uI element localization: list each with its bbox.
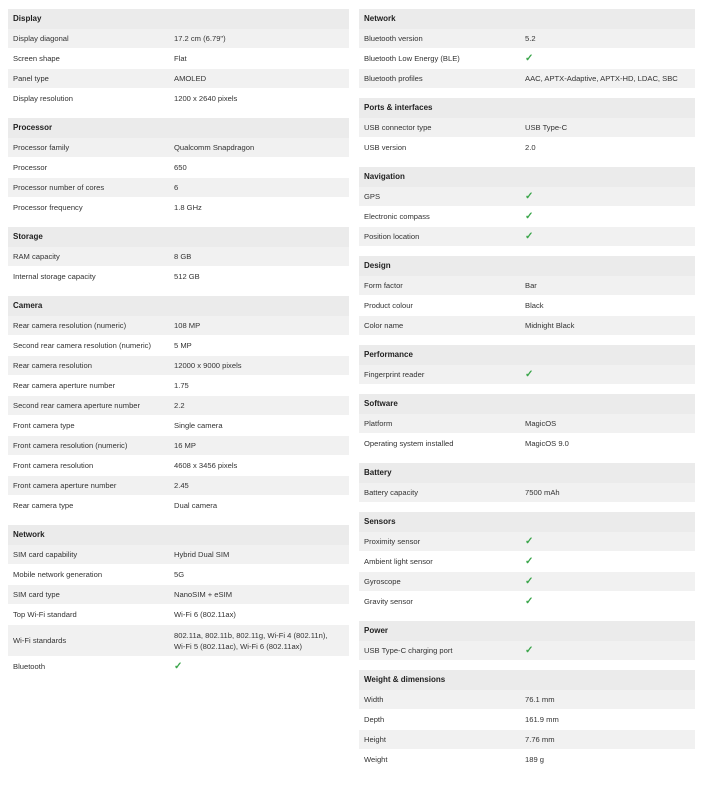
spec-value: Bar <box>525 281 537 290</box>
spec-row-second-rear-camera-aperture-number <box>8 396 349 416</box>
spec-label[interactable] <box>359 281 525 290</box>
spec-label-text[interactable]: Fingerprint reader <box>364 370 425 379</box>
spec-label[interactable] <box>8 550 174 559</box>
spec-value: 1.75 <box>174 381 189 390</box>
spec-label-text[interactable]: Bluetooth version <box>364 34 423 43</box>
check-icon: ✓ <box>525 556 534 567</box>
spec-value: 650 <box>174 163 187 172</box>
spec-row-rear-camera-aperture-number <box>8 376 349 396</box>
check-icon: ✓ <box>525 53 534 64</box>
spec-section-battery <box>359 463 695 503</box>
spec-label[interactable] <box>8 421 174 430</box>
spec-label-text[interactable]: Rear camera resolution (numeric) <box>13 321 127 330</box>
section-title: Weight & dimensions <box>359 670 695 690</box>
spec-label-text[interactable]: Depth <box>364 715 385 724</box>
spec-label-text[interactable]: Processor frequency <box>13 203 83 212</box>
section-title: Performance <box>359 345 695 365</box>
spec-section-performance <box>359 345 695 385</box>
spec-value: 16 MP <box>174 441 196 450</box>
spec-label-text[interactable]: Width <box>364 695 384 704</box>
spec-label-text[interactable]: Battery capacity <box>364 488 419 497</box>
spec-value: 4608 x 3456 pixels <box>174 461 238 470</box>
spec-label <box>359 597 525 606</box>
spec-section-ports-interfaces <box>359 98 695 158</box>
spec-value: 1.8 GHz <box>174 203 202 212</box>
check-icon: ✓ <box>174 661 183 672</box>
spec-row-weight <box>359 750 695 770</box>
spec-label[interactable] <box>359 370 525 379</box>
spec-label-text[interactable]: Processor number of cores <box>13 183 105 192</box>
spec-row-wi-fi-standards <box>8 625 349 657</box>
spec-value: Black <box>525 301 544 310</box>
spec-row-usb-connector-type <box>359 118 695 138</box>
spec-label-text: USB Type-C charging port <box>364 646 453 655</box>
spec-value: Hybrid Dual SIM <box>174 550 230 559</box>
spec-label <box>359 74 525 83</box>
spec-label <box>359 557 525 566</box>
spec-section-camera <box>8 296 349 516</box>
spec-label <box>8 381 174 390</box>
spec-label-text: Front camera resolution <box>13 461 94 470</box>
spec-label-text[interactable]: USB connector type <box>364 123 432 132</box>
spec-row-rear-camera-resolution <box>8 356 349 376</box>
spec-row-mobile-network-generation <box>8 565 349 585</box>
spec-label-text: Panel type <box>13 74 49 83</box>
spec-label-text[interactable]: SIM card capability <box>13 550 78 559</box>
spec-value: 802.11a, 802.11b, 802.11g, Wi-Fi 4 (802.11n), Wi-Fi 5 (802.11ac), Wi-Fi 6 (802.11ax) <box>174 630 328 651</box>
spec-row-ram-capacity <box>8 247 349 267</box>
spec-label <box>8 54 174 63</box>
spec-value: 12000 x 9000 pixels <box>174 361 242 370</box>
spec-row-bluetooth <box>8 657 349 677</box>
spec-row-electronic-compass <box>359 207 695 227</box>
section-title: Power <box>359 621 695 641</box>
spec-row-sim-card-capability <box>8 545 349 565</box>
spec-label[interactable] <box>359 143 525 152</box>
spec-label[interactable] <box>8 94 174 103</box>
spec-label-text[interactable]: Weight <box>364 755 388 764</box>
spec-label-text[interactable]: USB version <box>364 143 407 152</box>
spec-value: MagicOS <box>525 419 557 428</box>
section-title: Design <box>359 256 695 276</box>
section-title: Display <box>8 9 349 29</box>
spec-label[interactable] <box>8 610 174 619</box>
spec-label[interactable] <box>359 123 525 132</box>
spec-row-gyroscope <box>359 572 695 592</box>
check-icon: ✓ <box>525 645 534 656</box>
spec-section-network <box>8 525 349 677</box>
spec-row-rear-camera-type <box>8 496 349 516</box>
spec-label-text: Second rear camera resolution (numeric) <box>13 341 152 350</box>
spec-label-text[interactable]: Rear camera type <box>13 501 74 510</box>
spec-row-top-wi-fi-standard <box>8 605 349 625</box>
spec-row-position-location <box>359 227 695 247</box>
spec-row-display-resolution <box>8 89 349 109</box>
spec-value: 7500 mAh <box>525 488 560 497</box>
section-title: Ports & interfaces <box>359 98 695 118</box>
spec-value: AMOLED <box>174 74 207 83</box>
spec-label[interactable] <box>359 755 525 764</box>
spec-label-text: Gravity sensor <box>364 597 413 606</box>
section-title: Network <box>8 525 349 545</box>
spec-section-weight-dimensions <box>359 670 695 770</box>
spec-label <box>359 54 525 63</box>
spec-row-height <box>359 730 695 750</box>
spec-row-operating-system-installed <box>359 434 695 454</box>
spec-row-front-camera-aperture-number <box>8 476 349 496</box>
spec-label <box>359 577 525 586</box>
check-icon: ✓ <box>525 191 534 202</box>
spec-label-text: Bluetooth profiles <box>364 74 423 83</box>
spec-value: 2.2 <box>174 401 185 410</box>
spec-value: 6 <box>174 183 179 192</box>
spec-label[interactable] <box>8 501 174 510</box>
spec-label-text[interactable]: Display diagonal <box>13 34 69 43</box>
spec-label[interactable] <box>8 321 174 330</box>
spec-label-text[interactable]: Wi-Fi standards <box>13 636 67 645</box>
spec-row-sim-card-type <box>8 585 349 605</box>
spec-label[interactable] <box>8 662 174 671</box>
spec-row-usb-version <box>359 138 695 158</box>
section-title: Software <box>359 394 695 414</box>
spec-label[interactable] <box>359 192 525 201</box>
section-title: Sensors <box>359 512 695 532</box>
spec-value: 189 g <box>525 755 545 764</box>
spec-label <box>8 341 174 350</box>
spec-row-rear-camera-resolution-numeric <box>8 316 349 336</box>
spec-row-display-diagonal <box>8 29 349 49</box>
spec-section-power <box>359 621 695 661</box>
spec-label-text[interactable]: GPS <box>364 192 381 201</box>
spec-label-text[interactable]: Electronic compass <box>364 212 430 221</box>
spec-row-second-rear-camera-resolution-numeric <box>8 336 349 356</box>
spec-value: 8 GB <box>174 252 192 261</box>
spec-value: MagicOS 9.0 <box>525 439 569 448</box>
spec-section-navigation <box>359 167 695 247</box>
spec-label-text[interactable]: Processor family <box>13 143 70 152</box>
spec-label <box>8 252 174 261</box>
spec-label-text: Gyroscope <box>364 577 401 586</box>
spec-label-text[interactable]: Top Wi-Fi standard <box>13 610 77 619</box>
spec-label[interactable] <box>359 301 525 310</box>
check-icon: ✓ <box>525 576 534 587</box>
spec-value: 5.2 <box>525 34 536 43</box>
check-icon: ✓ <box>525 369 534 380</box>
spec-value: Single camera <box>174 421 223 430</box>
spec-label[interactable] <box>359 232 525 241</box>
specs-column-left <box>8 9 349 686</box>
spec-value: 17.2 cm (6.79") <box>174 34 226 43</box>
spec-label <box>359 537 525 546</box>
spec-label[interactable] <box>359 439 525 448</box>
spec-label <box>8 590 174 599</box>
spec-row-gps <box>359 187 695 207</box>
spec-label[interactable] <box>8 183 174 192</box>
spec-label[interactable] <box>359 212 525 221</box>
spec-label[interactable] <box>359 419 525 428</box>
spec-section-network <box>359 9 695 89</box>
spec-value: 5 MP <box>174 341 192 350</box>
spec-value: 512 GB <box>174 272 200 281</box>
spec-label <box>8 401 174 410</box>
spec-row-form-factor <box>359 276 695 296</box>
spec-label-text: Second rear camera aperture number <box>13 401 141 410</box>
spec-section-display <box>8 9 349 109</box>
spec-section-software <box>359 394 695 454</box>
spec-row-fingerprint-reader <box>359 365 695 385</box>
spec-value: 2.0 <box>525 143 536 152</box>
spec-value: 76.1 mm <box>525 695 555 704</box>
spec-value: Midnight Black <box>525 321 575 330</box>
spec-value: 108 MP <box>174 321 201 330</box>
check-icon: ✓ <box>525 231 534 242</box>
spec-label <box>8 441 174 450</box>
spec-label-text[interactable]: Form factor <box>364 281 403 290</box>
spec-section-design <box>359 256 695 336</box>
spec-value: 2.45 <box>174 481 189 490</box>
spec-label-text: Ambient light sensor <box>364 557 433 566</box>
spec-label <box>8 361 174 370</box>
spec-label <box>8 481 174 490</box>
check-icon: ✓ <box>525 536 534 547</box>
spec-value: NanoSIM + eSIM <box>174 590 233 599</box>
spec-label-text[interactable]: Operating system installed <box>364 439 454 448</box>
spec-label-text: Rear camera aperture number <box>13 381 116 390</box>
check-icon: ✓ <box>525 596 534 607</box>
spec-row-color-name <box>359 316 695 336</box>
spec-label-text[interactable]: Display resolution <box>13 94 73 103</box>
spec-row-processor-frequency <box>8 198 349 218</box>
spec-label[interactable] <box>8 163 174 172</box>
spec-label <box>8 74 174 83</box>
spec-label-text[interactable]: Platform <box>364 419 393 428</box>
spec-row-platform <box>359 414 695 434</box>
spec-label-text: Front camera resolution (numeric) <box>13 441 128 450</box>
spec-label <box>8 461 174 470</box>
spec-row-processor <box>8 158 349 178</box>
spec-label[interactable] <box>8 636 174 645</box>
spec-value: 7.76 mm <box>525 735 555 744</box>
section-title: Navigation <box>359 167 695 187</box>
spec-row-internal-storage-capacity <box>8 267 349 287</box>
spec-section-storage <box>8 227 349 287</box>
spec-label-text[interactable]: Height <box>364 735 386 744</box>
spec-value: AAC, APTX-Adaptive, APTX-HD, LDAC, SBC <box>525 74 678 83</box>
spec-value: 161.9 mm <box>525 715 559 724</box>
spec-row-bluetooth-version <box>359 29 695 49</box>
spec-label[interactable] <box>359 488 525 497</box>
section-title: Network <box>359 9 695 29</box>
spec-label-text: Mobile network generation <box>13 570 103 579</box>
spec-label-text: Screen shape <box>13 54 60 63</box>
spec-label[interactable] <box>8 34 174 43</box>
spec-label-text[interactable]: Processor <box>13 163 48 172</box>
spec-label-text: Proximity sensor <box>364 537 421 546</box>
spec-row-depth <box>359 710 695 730</box>
spec-label[interactable] <box>359 735 525 744</box>
spec-row-usb-type-c-charging-port <box>359 641 695 661</box>
spec-label-text: SIM card type <box>13 590 60 599</box>
section-title: Camera <box>8 296 349 316</box>
spec-label-text: Color name <box>364 321 404 330</box>
spec-row-product-colour <box>359 296 695 316</box>
section-title: Processor <box>8 118 349 138</box>
spec-row-front-camera-type <box>8 416 349 436</box>
spec-row-panel-type <box>8 69 349 89</box>
spec-label-text[interactable]: Bluetooth <box>13 662 46 671</box>
check-icon: ✓ <box>525 211 534 222</box>
spec-row-battery-capacity <box>359 483 695 503</box>
spec-label-text[interactable]: Position location <box>364 232 420 241</box>
section-title: Storage <box>8 227 349 247</box>
spec-section-sensors <box>359 512 695 612</box>
spec-row-front-camera-resolution-numeric <box>8 436 349 456</box>
spec-row-processor-family <box>8 138 349 158</box>
spec-label[interactable] <box>359 695 525 704</box>
spec-row-bluetooth-profiles <box>359 69 695 89</box>
spec-value: Flat <box>174 54 187 63</box>
spec-value: Dual camera <box>174 501 218 510</box>
spec-label-text: Front camera aperture number <box>13 481 117 490</box>
spec-value: 5G <box>174 570 185 579</box>
spec-label-text[interactable]: Front camera type <box>13 421 75 430</box>
spec-value: USB Type-C <box>525 123 568 132</box>
spec-label <box>359 321 525 330</box>
spec-label[interactable] <box>8 143 174 152</box>
spec-label-text: RAM capacity <box>13 252 60 261</box>
spec-label[interactable] <box>359 715 525 724</box>
specs-column-right <box>359 9 695 779</box>
spec-label <box>8 570 174 579</box>
spec-label-text[interactable]: Internal storage capacity <box>13 272 96 281</box>
spec-value: Wi-Fi 6 (802.11ax) <box>174 610 236 619</box>
spec-label[interactable] <box>8 203 174 212</box>
spec-row-bluetooth-low-energy-ble <box>359 49 695 69</box>
section-title: Battery <box>359 463 695 483</box>
spec-row-gravity-sensor <box>359 592 695 612</box>
spec-row-width <box>359 690 695 710</box>
spec-label-text: Rear camera resolution <box>13 361 92 370</box>
spec-row-processor-number-of-cores <box>8 178 349 198</box>
spec-row-front-camera-resolution <box>8 456 349 476</box>
spec-label[interactable] <box>359 34 525 43</box>
spec-row-screen-shape <box>8 49 349 69</box>
spec-value: Qualcomm Snapdragon <box>174 143 255 152</box>
spec-section-processor <box>8 118 349 218</box>
spec-value: 1200 x 2640 pixels <box>174 94 238 103</box>
spec-label[interactable] <box>8 272 174 281</box>
spec-row-proximity-sensor <box>359 532 695 552</box>
spec-row-ambient-light-sensor <box>359 552 695 572</box>
spec-label <box>359 646 525 655</box>
spec-label-text[interactable]: Product colour <box>364 301 413 310</box>
spec-label-text: Bluetooth Low Energy (BLE) <box>364 54 460 63</box>
